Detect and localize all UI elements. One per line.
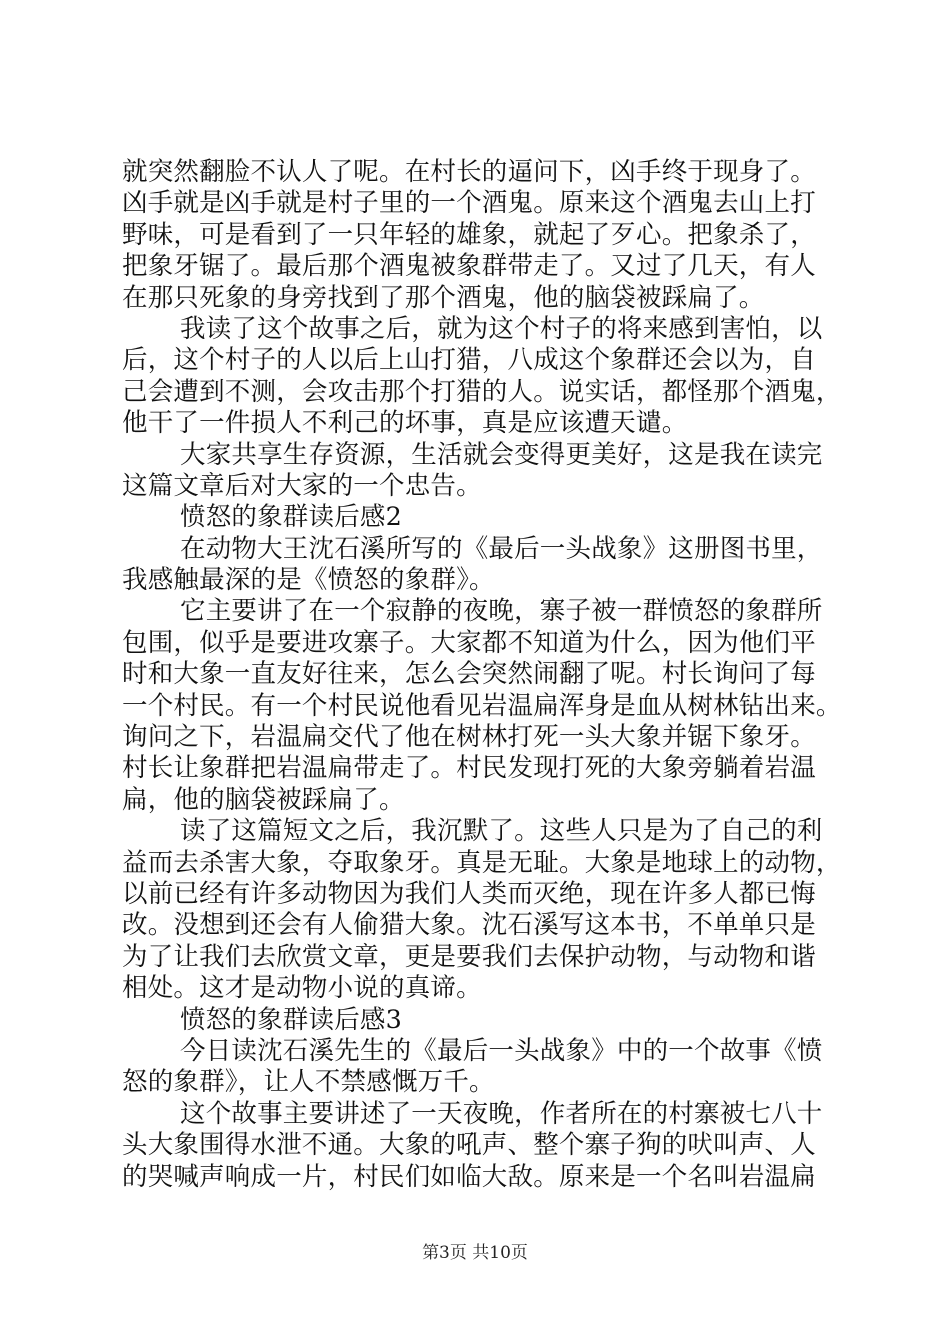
text-line: 询问之下，岩温扁交代了他在树林打死一头大象并锯下象牙。: [122, 722, 816, 753]
text-line: 后，这个村子的人以后上山打猎，八成这个象群还会以为，自: [122, 345, 816, 376]
text-line: 这篇文章后对大家的一个忠告。: [122, 470, 482, 501]
text-line: 改。没想到还会有人偷猎大象。沈石溪写这本书，不单单只是: [122, 910, 816, 941]
text-line: 头大象围得水泄不通。大象的吼声、整个寨子狗的吠叫声、人: [122, 1130, 816, 1161]
text-line: 它主要讲了在一个寂静的夜晚，寨子被一群愤怒的象群所: [180, 596, 823, 627]
text-line: 今日读沈石溪先生的《最后一头战象》中的一个故事《愤: [180, 1035, 823, 1066]
text-line: 我感触最深的是《愤怒的象群》。: [122, 565, 495, 596]
text-line: 的哭喊声响成一片，村民们如临大敌。原来是一个名叫岩温扁: [122, 1161, 816, 1192]
page-footer: 第3页 共10页: [422, 1243, 528, 1263]
text-line: 野味，可是看到了一只年轻的雄象，就起了歹心。把象杀了，: [122, 219, 816, 250]
text-line: 益而去杀害大象，夺取象牙。真是无耻。大象是地球上的动物，: [122, 847, 842, 878]
text-line: 己会遭到不测，会攻击那个打猎的人。说实话，都怪那个酒鬼，: [122, 376, 842, 407]
text-line: 愤怒的象群读后感2: [180, 502, 403, 533]
text-line: 村长让象群把岩温扁带走了。村民发现打死的大象旁躺着岩温: [122, 753, 816, 784]
text-line: 一个村民。有一个村民说他看见岩温扁浑身是血从树林钻出来。: [122, 690, 842, 721]
text-line: 在动物大王沈石溪所写的《最后一头战象》这册图书里，: [180, 533, 823, 564]
document-body: [122, 157, 842, 1193]
text-line: 怒的象群》，让人不禁感慨万千。: [122, 1067, 495, 1098]
text-line: 把象牙锯了。最后那个酒鬼被象群带走了。又过了几天，有人: [122, 251, 816, 282]
text-line: 读了这篇短文之后，我沉默了。这些人只是为了自己的利: [180, 816, 823, 847]
text-line: 凶手就是凶手就是村子里的一个酒鬼。原来这个酒鬼去山上打: [122, 188, 816, 219]
text-line: 我读了这个故事之后，就为这个村子的将来感到害怕，以: [180, 313, 823, 344]
text-line: 在那只死象的身旁找到了那个酒鬼，他的脑袋被踩扁了。: [122, 282, 765, 313]
text-line: 时和大象一直友好往来，怎么会突然闹翻了呢。村长询问了每: [122, 659, 816, 690]
text-line: 相处。这才是动物小说的真谛。: [122, 973, 482, 1004]
text-line: 就突然翻脸不认人了呢。在村长的逼问下，凶手终于现身了。: [122, 157, 816, 187]
text-line: 以前已经有许多动物因为我们人类而灭绝，现在许多人都已悔: [122, 878, 816, 909]
text-line: 为了让我们去欣赏文章，更是要我们去保护动物，与动物和谐: [122, 941, 816, 972]
text-line: 扁，他的脑袋被踩扁了。: [122, 784, 405, 815]
text-line: 大家共享生存资源，生活就会变得更美好，这是我在读完: [180, 439, 823, 470]
text-line: 愤怒的象群读后感3: [180, 1004, 403, 1035]
text-line: 他干了一件损人不利己的坏事，真是应该遭天谴。: [122, 408, 688, 439]
text-line: 这个故事主要讲述了一天夜晚，作者所在的村寨被七八十: [180, 1098, 823, 1129]
text-line: 包围，似乎是要进攻寨子。大家都不知道为什么，因为他们平: [122, 627, 816, 658]
